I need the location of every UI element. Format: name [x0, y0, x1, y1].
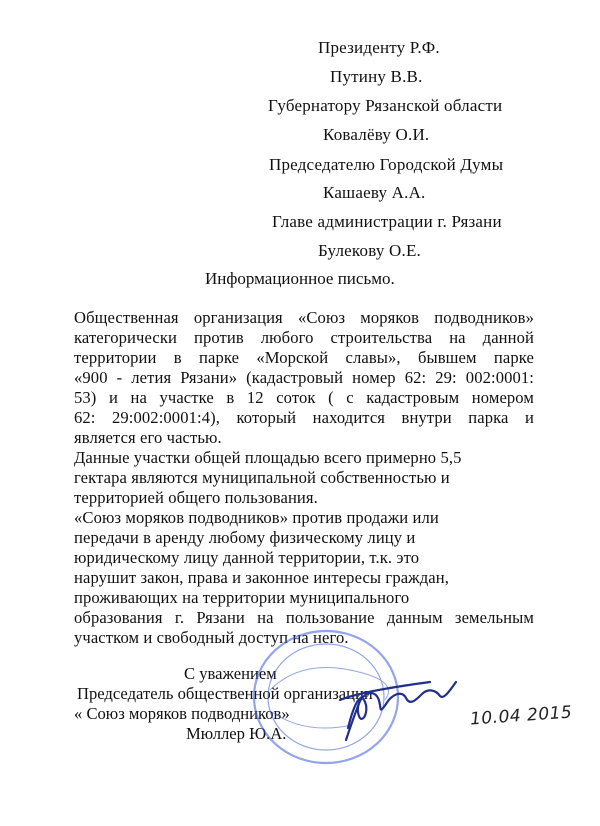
closing-position: Председатель общественной организации [77, 684, 373, 703]
body-line: участком и свободный доступ на него. [74, 628, 349, 647]
addressee-line: Путину В.В. [330, 67, 423, 86]
addressee-line: Булекову О.Е. [318, 241, 421, 260]
addressee-line: Ковалёву О.И. [323, 125, 430, 144]
addressee-line: Губернатору Рязанской области [268, 96, 503, 115]
body-line: категорически против любого строительства на данной [74, 328, 534, 347]
body-line: является его частью. [74, 428, 222, 447]
body-line: Данные участки общей площадью всего примерно 5,5 [74, 448, 462, 467]
body-line: «900 - летия Рязани» (кадастровый номер 62: 29: 002:0001: [74, 368, 534, 387]
closing-name: Мюллер Ю.А. [186, 724, 287, 743]
body-line: проживающих на территории муниципального [74, 588, 410, 607]
body-line: территории в парке «Морской славы», бывшем парке [74, 348, 534, 367]
body-line: юридическому лицу данной территории, т.к. это [74, 548, 420, 567]
body-line: образования г. Рязани на пользование данным земельным [74, 608, 534, 627]
closing-regards: С уважением [184, 664, 277, 683]
body-line: нарушит закон, права и законное интересы граждан, [74, 568, 449, 587]
body-line: территорией общего пользования. [74, 488, 318, 507]
body-line: гектара являются муниципальной собственностью и [74, 468, 450, 487]
addressee-line: Президенту Р.Ф. [318, 38, 440, 57]
body-line: передачи в аренду любому физическому лицу и [74, 528, 416, 547]
body-line: Общественная организация «Союз моряков подводников» [74, 308, 534, 327]
body-line: 53) и на участке в 12 соток ( с кадастровым номером [74, 388, 534, 407]
handwritten-date: 10.04 2015 [469, 702, 573, 730]
letter-title: Информационное письмо. [205, 269, 395, 288]
body-line: 62: 29:002:0001:4), который находится внутри парка и [74, 408, 534, 427]
addressee-line: Председателю Городской Думы [269, 155, 504, 174]
addressee-line: Главе администрации г. Рязани [272, 212, 502, 231]
closing-organization: « Союз моряков подводников» [74, 704, 290, 723]
body-line: «Союз моряков подводников» против продажи или [74, 508, 439, 527]
addressee-line: Кашаеву А.А. [323, 183, 426, 202]
